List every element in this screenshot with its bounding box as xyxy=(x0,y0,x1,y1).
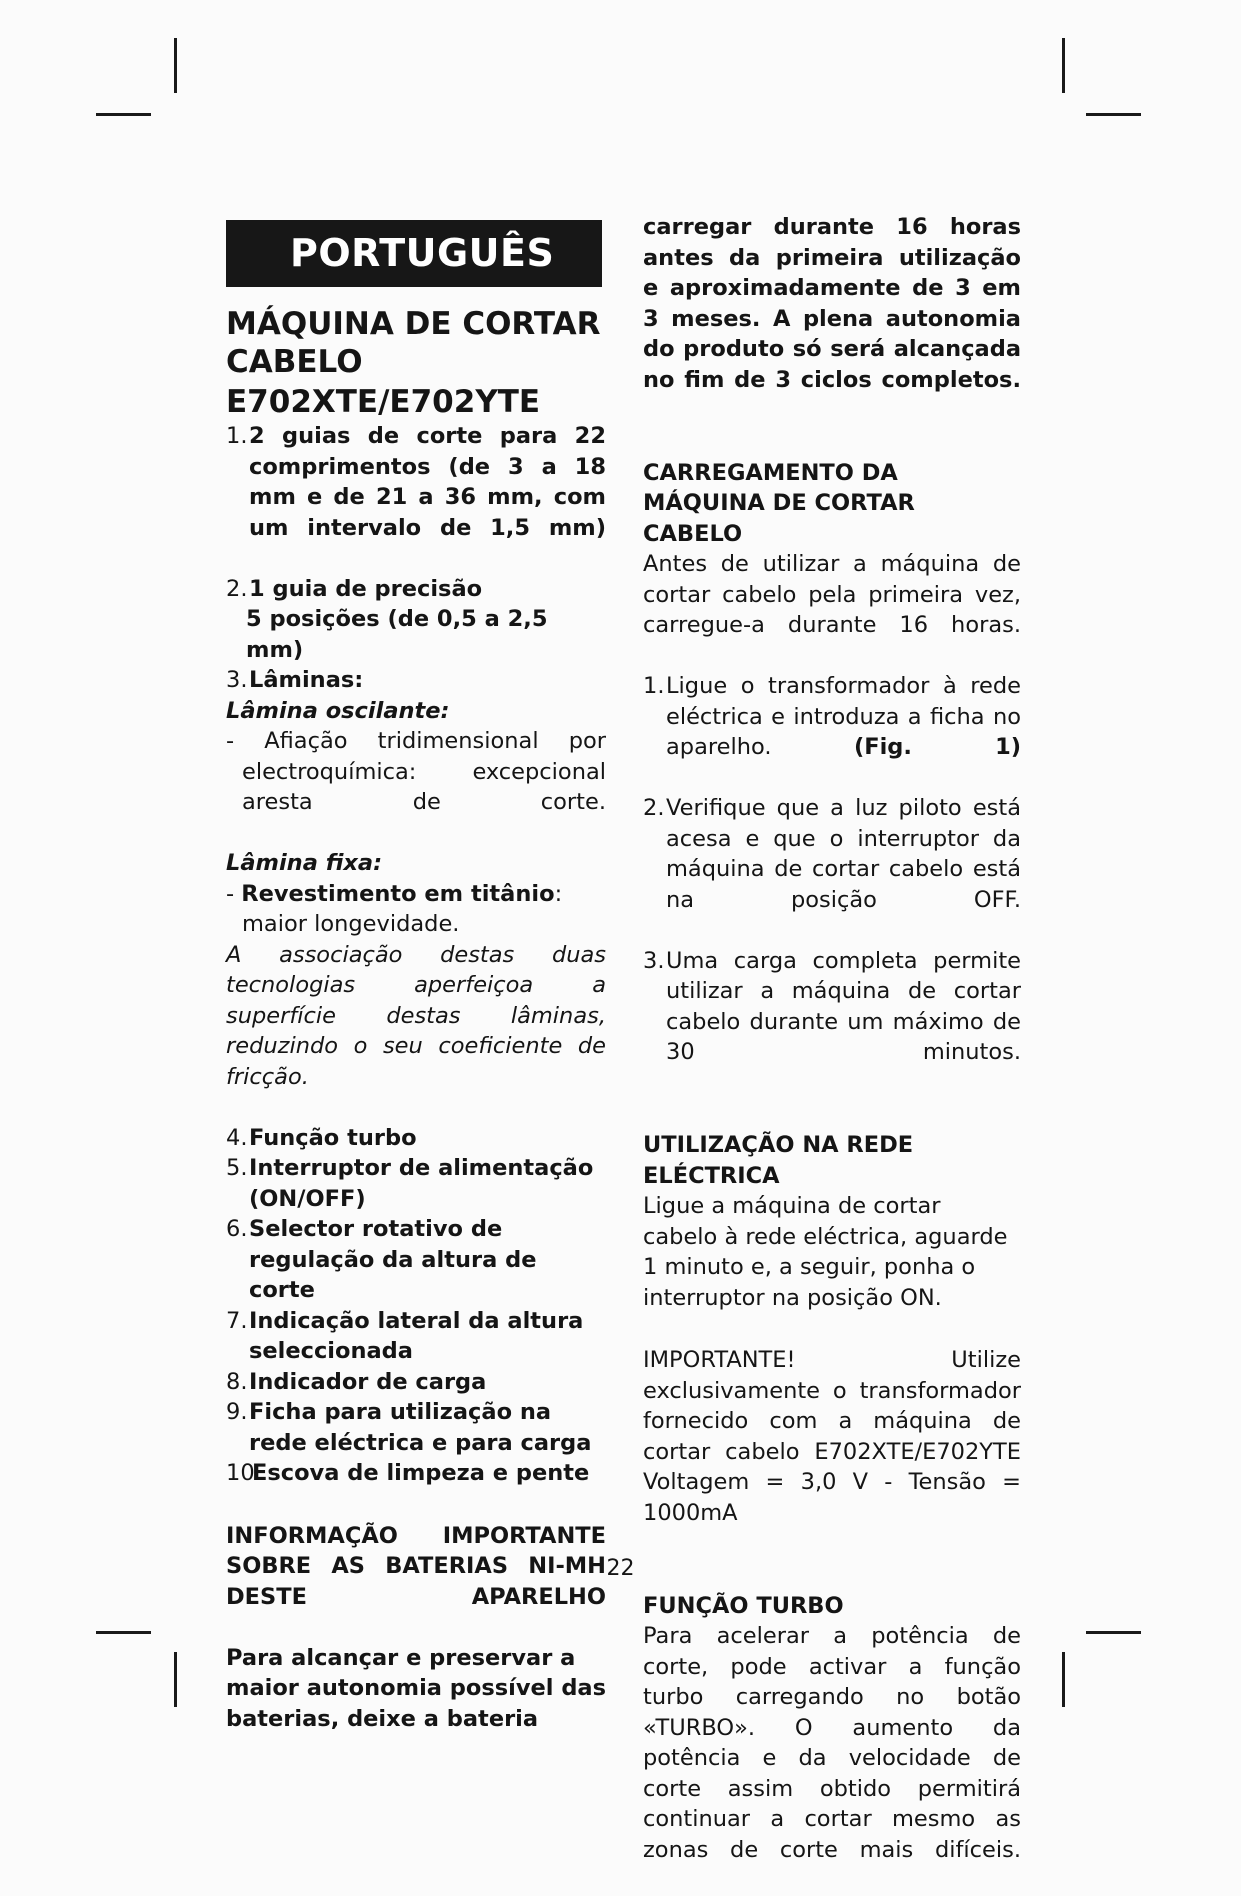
feature-item: 1. 2 guias de corte para 22 comprimentos (de 3 a 18 mm e de 21 a 36 mm, com um intervalo de 1,5 mm) xyxy=(226,423,606,541)
charging-steps xyxy=(643,671,1021,1098)
feature-subtext: 5 posições (de 0,5 a 2,5 mm) xyxy=(246,606,548,663)
charging-intro: Antes de utilizar a máquina de cortar cabelo pela primeira vez, carregue-a durante 16 horas. xyxy=(643,551,1021,638)
feature-list xyxy=(226,421,606,1489)
turbo-text: Para acelerar a potência de corte, pode activar a função turbo carregando no botão «TURBO». O aumento da potência e da velocidade de corte assim obtido permitirá continuar a cortar mesmo as zonas de corte mais difíceis. xyxy=(643,1623,1021,1863)
feature-item: 7. Indicação lateral da altura seleccionada xyxy=(226,1307,584,1364)
feature-item: 10. Escova de limpeza e pente xyxy=(226,1460,590,1486)
feature-item: 9. Ficha para utilização na rede eléctrica e para carga xyxy=(226,1399,592,1456)
product-title: MÁQUINA DE CORTAR CABELO xyxy=(226,306,601,380)
crop-mark xyxy=(1086,1631,1141,1634)
blade-fixed-title: Lâmina fixa: xyxy=(226,850,383,876)
crop-mark xyxy=(174,38,177,93)
blade-fixed-text: - Revestimento em titânio: maior longevidade. xyxy=(226,880,563,937)
crop-mark xyxy=(1086,113,1141,116)
feature-item: 8. Indicador de carga xyxy=(226,1368,487,1395)
important-note: IMPORTANTE! Utilize exclusivamente o transformador fornecido com a máquina de cortar cabelo E702XTE/E702YTE Voltagem = 3,0 V - Tensão = 1000mA xyxy=(643,1347,1021,1526)
charging-step: 2. Verifique que a luz piloto está acesa e que o interruptor da máquina de cortar cabelo está na posição OFF. xyxy=(643,795,1021,913)
blade-oscillating-text: - Afiação tridimensional por electroquímica: excepcional aresta de corte. xyxy=(226,728,606,815)
crop-mark xyxy=(1062,38,1065,93)
turbo-heading: FUNÇÃO TURBO xyxy=(643,1592,844,1619)
crop-mark xyxy=(96,113,151,116)
left-column xyxy=(226,220,606,1735)
crop-mark xyxy=(96,1631,151,1634)
charging-heading: CARREGAMENTO DA MÁQUINA DE CORTAR CABELO xyxy=(643,459,915,547)
crop-mark xyxy=(174,1652,177,1707)
page-number: 22 xyxy=(606,1556,635,1581)
battery-heading: INFORMAÇÃO IMPORTANTE SOBRE AS BATERIAS NI-MH DESTE APARELHO xyxy=(226,1522,606,1610)
charging-step: 1. Ligue o transformador à rede eléctrica e introduza a ficha no aparelho. (Fig. 1) xyxy=(643,673,1022,760)
feature-item: 6. Selector rotativo de regulação da altura de corte xyxy=(226,1216,537,1303)
feature-item: 4. Função turbo xyxy=(226,1124,417,1151)
product-model: E702XTE/E702YTE xyxy=(226,384,541,420)
battery-continuation: carregar durante 16 horas antes da primeira utilização e aproximadamente de 3 em 3 meses. A plena autonomia do produto só será alcançada no fim de 3 ciclos completos. xyxy=(643,214,1021,393)
feature-item: 5. Interruptor de alimentação (ON/OFF) xyxy=(226,1155,594,1212)
blade-oscillating-title: Lâmina oscilante: xyxy=(226,697,450,724)
battery-text: Para alcançar e preservar a maior autonomia possível das baterias, deixe a bateria xyxy=(226,1644,606,1732)
blade-note: A associação destas duas tecnologias aperfeiçoa a superfície destas lâminas, reduzindo o seu coeficiente de fricção. xyxy=(226,941,606,1090)
feature-item: 3. Lâminas: xyxy=(226,667,364,693)
mains-text: Ligue a máquina de cortar cabelo à rede eléctrica, aguarde 1 minuto e, a seguir, ponha o interruptor na posição ON. xyxy=(643,1193,1008,1311)
right-column xyxy=(643,212,1021,1896)
feature-item: 2. 1 guia de precisão xyxy=(226,575,483,602)
charging-step: 3. Uma carga completa permite utilizar a máquina de cortar cabelo durante um máximo de 30 minutos. xyxy=(643,947,1021,1065)
language-banner: PORTUGUÊS xyxy=(226,220,602,287)
mains-heading: UTILIZAÇÃO NA REDE ELÉCTRICA xyxy=(643,1132,914,1189)
crop-mark xyxy=(1062,1652,1065,1707)
